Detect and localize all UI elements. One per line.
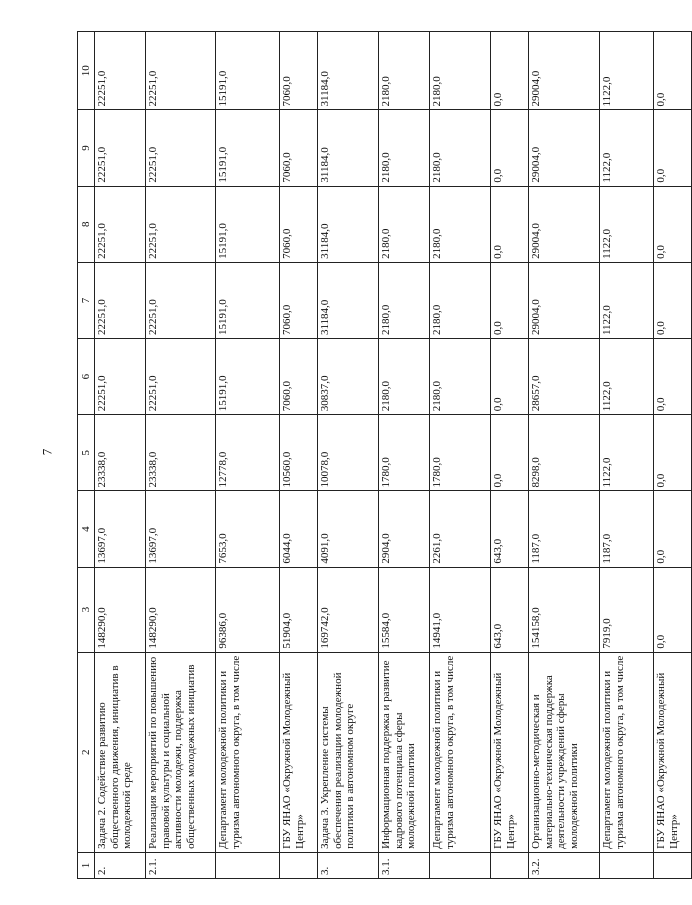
amount-cell: 0,0 bbox=[654, 32, 692, 110]
column-number-header: 1 bbox=[78, 852, 95, 878]
amount-cell: 7060,0 bbox=[280, 262, 318, 338]
column-number-header: 3 bbox=[78, 567, 95, 652]
amount-cell: 1122,0 bbox=[600, 186, 654, 262]
row-index-cell bbox=[654, 852, 692, 878]
amount-cell: 15191,0 bbox=[216, 339, 280, 415]
row-index-cell: 2. bbox=[95, 852, 146, 878]
amount-cell: 31184,0 bbox=[318, 186, 379, 262]
amount-cell: 0,0 bbox=[491, 415, 529, 491]
amount-cell: 15191,0 bbox=[216, 262, 280, 338]
row-index-cell: 3. bbox=[318, 852, 379, 878]
amount-cell: 0,0 bbox=[654, 491, 692, 567]
row-index-cell: 3.2. bbox=[529, 852, 600, 878]
amount-cell: 2180,0 bbox=[379, 339, 430, 415]
amount-cell: 10560,0 bbox=[280, 415, 318, 491]
amount-cell: 22251,0 bbox=[95, 262, 146, 338]
table-header-row bbox=[78, 32, 95, 879]
amount-cell: 2180,0 bbox=[379, 262, 430, 338]
amount-cell: 14941,0 bbox=[430, 567, 491, 652]
amount-cell: 0,0 bbox=[654, 262, 692, 338]
amount-cell: 643,0 bbox=[491, 567, 529, 652]
amount-cell: 96386,0 bbox=[216, 567, 280, 652]
amount-cell: 10078,0 bbox=[318, 415, 379, 491]
amount-cell: 29004,0 bbox=[529, 186, 600, 262]
amount-cell: 0,0 bbox=[654, 186, 692, 262]
amount-cell: 31184,0 bbox=[318, 262, 379, 338]
table-row bbox=[379, 32, 430, 879]
amount-cell: 0,0 bbox=[654, 110, 692, 186]
amount-cell: 0,0 bbox=[491, 186, 529, 262]
table-row bbox=[95, 32, 146, 879]
row-description-cell: Реализация мероприятий по повышению правовой культуры и социальной активности молодежи, поддержка общественных молодежных инициатив bbox=[146, 652, 216, 852]
amount-cell: 1187,0 bbox=[600, 491, 654, 567]
amount-cell: 0,0 bbox=[654, 415, 692, 491]
amount-cell: 169742,0 bbox=[318, 567, 379, 652]
amount-cell: 0,0 bbox=[654, 567, 692, 652]
amount-cell: 22251,0 bbox=[146, 186, 216, 262]
amount-cell: 7653,0 bbox=[216, 491, 280, 567]
amount-cell: 22251,0 bbox=[95, 110, 146, 186]
row-description-cell: Информационная поддержка и развитие кадрового потенциала сферы молодежной политики bbox=[379, 652, 430, 852]
row-description-cell: Задача 2. Содействие развитию общественного движения, инициатив в молодежной среде bbox=[95, 652, 146, 852]
amount-cell: 22251,0 bbox=[146, 32, 216, 110]
amount-cell: 15191,0 bbox=[216, 110, 280, 186]
table-row bbox=[318, 32, 379, 879]
amount-cell: 0,0 bbox=[491, 110, 529, 186]
amount-cell: 2180,0 bbox=[379, 32, 430, 110]
table-row bbox=[216, 32, 280, 879]
table-row bbox=[654, 32, 692, 879]
column-number-header: 4 bbox=[78, 491, 95, 567]
rotated-table-container bbox=[77, 31, 680, 879]
amount-cell: 1187,0 bbox=[529, 491, 600, 567]
amount-cell: 31184,0 bbox=[318, 32, 379, 110]
amount-cell: 22251,0 bbox=[95, 339, 146, 415]
amount-cell: 2180,0 bbox=[430, 339, 491, 415]
amount-cell: 22251,0 bbox=[146, 339, 216, 415]
amount-cell: 0,0 bbox=[491, 32, 529, 110]
row-description-cell: Задача 3. Укрепление системы обеспечения реализации молодежной политики в автономном округе bbox=[318, 652, 379, 852]
amount-cell: 2180,0 bbox=[430, 110, 491, 186]
amount-cell: 7060,0 bbox=[280, 110, 318, 186]
amount-cell: 2180,0 bbox=[430, 262, 491, 338]
table-row bbox=[529, 32, 600, 879]
row-index-cell bbox=[280, 852, 318, 878]
row-description-cell: Организационно-методическая и материально-техническая поддержка деятельности учреждений сферы молодежной политики bbox=[529, 652, 600, 852]
amount-cell: 22251,0 bbox=[95, 32, 146, 110]
row-index-cell bbox=[216, 852, 280, 878]
table-row bbox=[430, 32, 491, 879]
page-number: 7 bbox=[39, 448, 55, 456]
amount-cell: 1122,0 bbox=[600, 339, 654, 415]
table-row bbox=[600, 32, 654, 879]
row-index-cell bbox=[600, 852, 654, 878]
amount-cell: 22251,0 bbox=[146, 262, 216, 338]
row-description-cell: Департамент молодежной политики и туризма автономного округа, в том числе bbox=[430, 652, 491, 852]
table-row bbox=[146, 32, 216, 879]
row-index-cell: 3.1. bbox=[379, 852, 430, 878]
amount-cell: 7919,0 bbox=[600, 567, 654, 652]
amount-cell: 28657,0 bbox=[529, 339, 600, 415]
row-description-cell: ГБУ ЯНАО «Окружной Молодежный Центр» bbox=[654, 652, 692, 852]
column-number-header: 7 bbox=[78, 262, 95, 338]
amount-cell: 2180,0 bbox=[430, 32, 491, 110]
table-row bbox=[491, 32, 529, 879]
row-description-cell: ГБУ ЯНАО «Окружной Молодежный Центр» bbox=[491, 652, 529, 852]
amount-cell: 2180,0 bbox=[430, 186, 491, 262]
column-number-header: 9 bbox=[78, 110, 95, 186]
amount-cell: 22251,0 bbox=[146, 110, 216, 186]
amount-cell: 0,0 bbox=[654, 339, 692, 415]
amount-cell: 1122,0 bbox=[600, 415, 654, 491]
amount-cell: 4091,0 bbox=[318, 491, 379, 567]
column-number-header: 6 bbox=[78, 339, 95, 415]
amount-cell: 12778,0 bbox=[216, 415, 280, 491]
amount-cell: 643,0 bbox=[491, 491, 529, 567]
amount-cell: 2180,0 bbox=[379, 110, 430, 186]
row-index-cell bbox=[491, 852, 529, 878]
row-description-cell: Департамент молодежной политики и туризма автономного округа, в том числе bbox=[216, 652, 280, 852]
table-row bbox=[280, 32, 318, 879]
amount-cell: 0,0 bbox=[491, 262, 529, 338]
row-description-cell: ГБУ ЯНАО «Окружной Молодежный Центр» bbox=[280, 652, 318, 852]
amount-cell: 1780,0 bbox=[430, 415, 491, 491]
amount-cell: 2180,0 bbox=[379, 186, 430, 262]
row-index-cell: 2.1. bbox=[146, 852, 216, 878]
amount-cell: 1122,0 bbox=[600, 262, 654, 338]
funding-table bbox=[77, 31, 692, 879]
amount-cell: 6044,0 bbox=[280, 491, 318, 567]
amount-cell: 8298,0 bbox=[529, 415, 600, 491]
amount-cell: 29004,0 bbox=[529, 262, 600, 338]
amount-cell: 15584,0 bbox=[379, 567, 430, 652]
amount-cell: 29004,0 bbox=[529, 110, 600, 186]
amount-cell: 154158,0 bbox=[529, 567, 600, 652]
amount-cell: 13697,0 bbox=[95, 491, 146, 567]
amount-cell: 13697,0 bbox=[146, 491, 216, 567]
amount-cell: 7060,0 bbox=[280, 186, 318, 262]
amount-cell: 15191,0 bbox=[216, 186, 280, 262]
amount-cell: 1122,0 bbox=[600, 110, 654, 186]
amount-cell: 7060,0 bbox=[280, 339, 318, 415]
amount-cell: 30837,0 bbox=[318, 339, 379, 415]
amount-cell: 31184,0 bbox=[318, 110, 379, 186]
row-index-cell bbox=[430, 852, 491, 878]
amount-cell: 148290,0 bbox=[95, 567, 146, 652]
amount-cell: 2904,0 bbox=[379, 491, 430, 567]
amount-cell: 29004,0 bbox=[529, 32, 600, 110]
amount-cell: 1780,0 bbox=[379, 415, 430, 491]
column-number-header: 5 bbox=[78, 415, 95, 491]
amount-cell: 7060,0 bbox=[280, 32, 318, 110]
column-number-header: 2 bbox=[78, 652, 95, 852]
amount-cell: 148290,0 bbox=[146, 567, 216, 652]
amount-cell: 23338,0 bbox=[146, 415, 216, 491]
column-number-header: 8 bbox=[78, 186, 95, 262]
column-number-header: 10 bbox=[78, 32, 95, 110]
amount-cell: 15191,0 bbox=[216, 32, 280, 110]
amount-cell: 2261,0 bbox=[430, 491, 491, 567]
row-description-cell: Департамент молодежной политики и туризма автономного округа, в том числе bbox=[600, 652, 654, 852]
table-wrapper bbox=[77, 31, 680, 879]
amount-cell: 51904,0 bbox=[280, 567, 318, 652]
amount-cell: 22251,0 bbox=[95, 186, 146, 262]
amount-cell: 23338,0 bbox=[95, 415, 146, 491]
amount-cell: 1122,0 bbox=[600, 32, 654, 110]
amount-cell: 0,0 bbox=[491, 339, 529, 415]
